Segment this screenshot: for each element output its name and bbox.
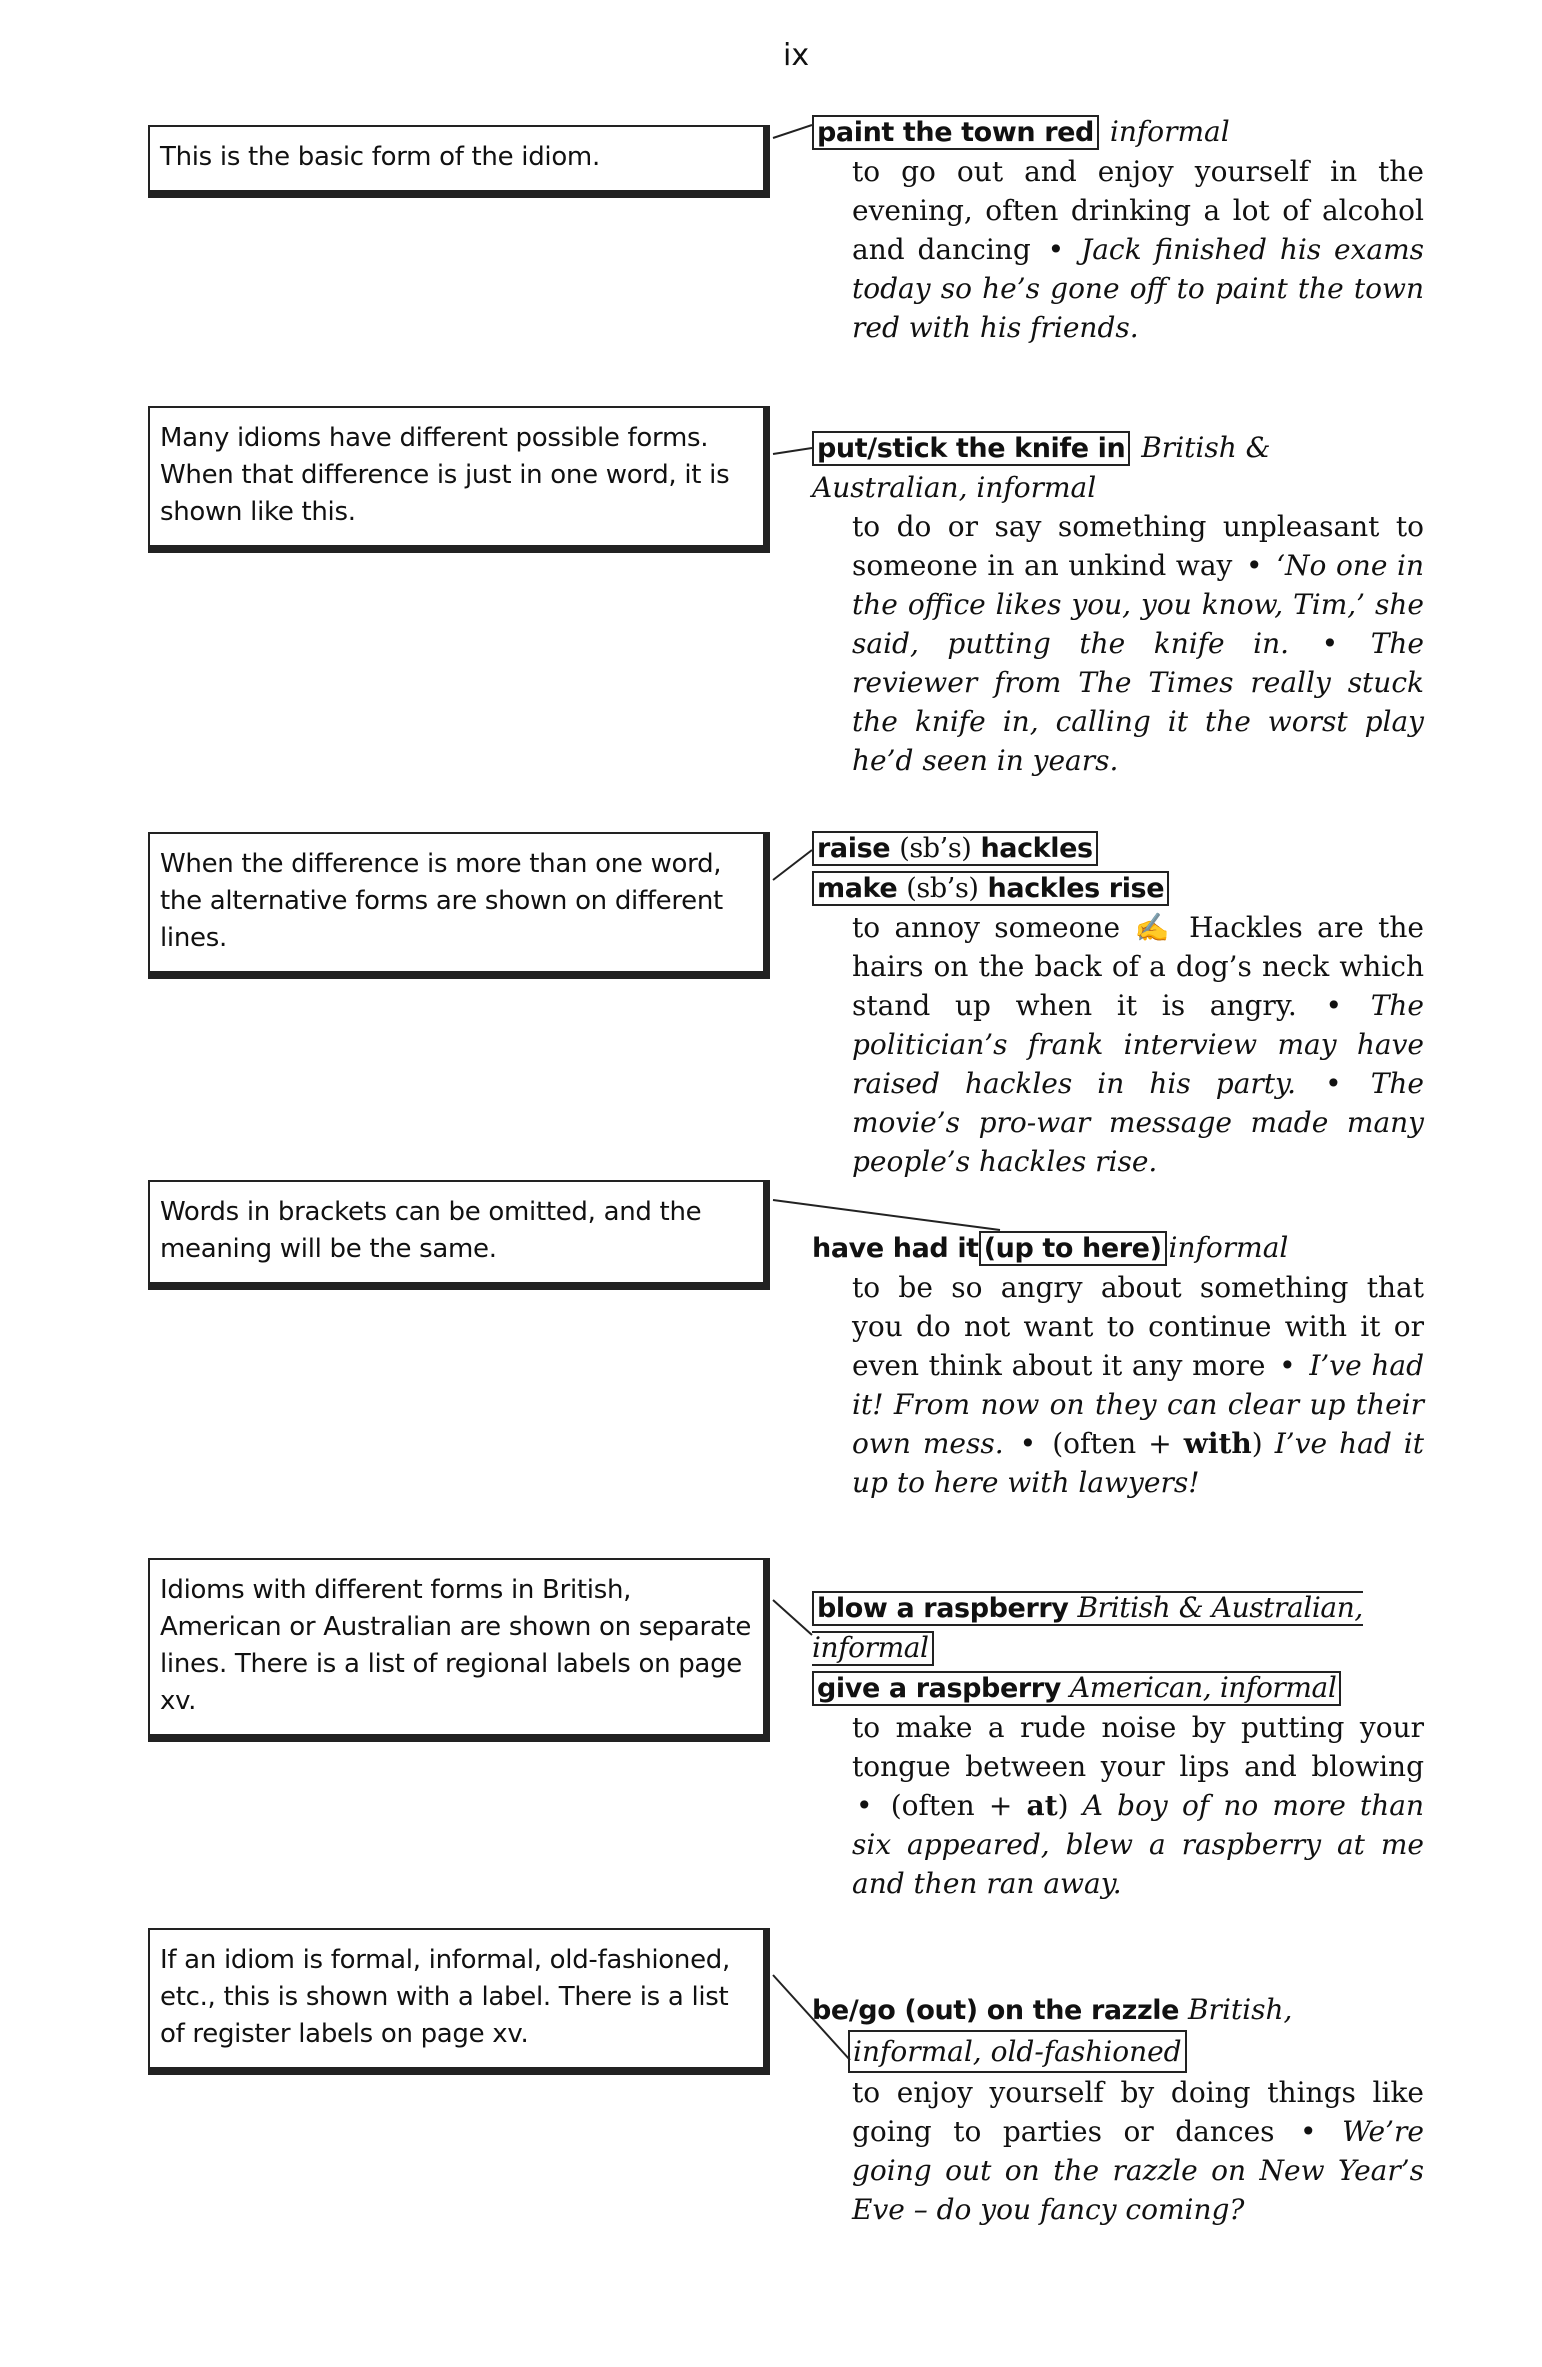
entry-paint-the-town-red — [812, 112, 1424, 347]
entry-blow-a-raspberry — [812, 1588, 1424, 1903]
bullet: • — [1047, 233, 1065, 266]
example: The politician’s frank interview may have raised hackles in his party. — [852, 989, 1424, 1100]
example: ‘No one in the office likes you, you know, Tim,’ she said, putting the knife in. — [852, 549, 1424, 660]
definition: to enjoy yourself by doing things like going to parties or dances — [852, 2076, 1424, 2148]
definition: to do or say something unpleasant to someone in an unkind way — [852, 510, 1424, 582]
example: I’ve had it! From now on they can clear up their own mess. — [852, 1349, 1424, 1460]
register-label: informal, old-fashioned — [848, 2030, 1187, 2073]
bullet: • — [1325, 1067, 1342, 1100]
definition-block — [812, 2030, 1424, 2229]
definition: to annoy someone — [852, 911, 1121, 944]
bullet: • — [1321, 627, 1339, 660]
headword: blow a raspberry British & Australian, informal — [812, 1591, 1363, 1664]
definition-block — [812, 152, 1424, 347]
entry-headline-alt — [812, 868, 1424, 908]
region-label: British & Australian, informal — [812, 431, 1271, 504]
definition: to be so angry about something that you do not want to continue with it or even think about it any more — [852, 1271, 1424, 1382]
note-text: Many idioms have different possible forms. When that difference is just in one word, it is shown like this. — [160, 423, 730, 527]
definition-block — [812, 507, 1424, 780]
region-label: British, — [1187, 1993, 1293, 2026]
definition-block — [812, 908, 1424, 1181]
bullet: • — [856, 1789, 873, 1822]
entry-on-the-razzle — [812, 1990, 1424, 2229]
example: The reviewer from The Times really stuck the knife in, calling it the worst play he’d seen in years. — [852, 627, 1424, 777]
definition: to make a rude noise by putting your tongue between your lips and blowing — [852, 1711, 1424, 1783]
note-text: Idioms with different forms in British, American or Australian are shown on separate lines. There is a list of regional labels on page xv. — [160, 1575, 752, 1716]
headword: have had it — [812, 1233, 979, 1264]
entry-headline — [812, 1990, 1424, 2030]
entry-headline-alt — [812, 1668, 1424, 1708]
connector-line-2 — [773, 448, 812, 454]
bullet: • — [1019, 1427, 1037, 1460]
headword: raise (sb’s) hackles — [812, 831, 1098, 866]
note-text: Words in brackets can be omitted, and the meaning will be the same. — [160, 1197, 702, 1264]
connector-line-1 — [773, 125, 812, 138]
note-multiword-variants — [148, 832, 770, 979]
headword: put/stick the knife in — [812, 431, 1130, 466]
register-label: informal — [1168, 1231, 1289, 1264]
note-text: When the difference is more than one word, the alternative forms are shown on different lines. — [160, 849, 723, 953]
note-brackets — [148, 1180, 770, 1290]
entry-headline — [812, 828, 1424, 868]
entry-headline — [812, 428, 1424, 507]
page-number: ix — [783, 38, 810, 73]
definition-block — [812, 1708, 1424, 1903]
headword: paint the town red — [812, 115, 1099, 150]
grammar-note: (often + with) — [1052, 1427, 1263, 1460]
bullet: • — [1300, 2115, 1317, 2148]
writing-hand-icon: ✍ — [1134, 911, 1175, 944]
entry-put-stick-the-knife-in — [812, 428, 1424, 780]
definition: to go out and enjoy yourself in the evening, often drinking a lot of alcohol and dancing — [852, 155, 1424, 266]
example: I’ve had it up to here with lawyers! — [852, 1427, 1424, 1499]
grammar-note: (often + at) — [890, 1789, 1069, 1822]
definition-block — [812, 1268, 1424, 1502]
note-basic-form — [148, 125, 770, 198]
entry-raise-hackles — [812, 828, 1424, 1181]
bullet: • — [1279, 1349, 1296, 1382]
connector-line-4 — [773, 1200, 1000, 1230]
usage-note: Hackles are the hairs on the back of a dog’s neck which stand up when it is angry. — [852, 911, 1424, 1022]
connector-line-3 — [773, 850, 812, 880]
note-text: If an idiom is formal, informal, old-fashioned, etc., this is shown with a label. There is a list of register labels on page xv. — [160, 1945, 730, 2049]
note-register-labels — [148, 1928, 770, 2075]
example: The movie’s pro-war message made many people’s hackles rise. — [852, 1067, 1424, 1178]
optional-part: (up to here) — [979, 1231, 1167, 1266]
headword-alt: make (sb’s) hackles rise — [812, 871, 1169, 906]
connector-line-5 — [773, 1600, 812, 1635]
register-label: informal — [1109, 115, 1230, 148]
note-text: This is the basic form of the idiom. — [160, 142, 600, 172]
example: We’re going out on the razzle on New Year’s Eve – do you fancy coming? — [852, 2115, 1424, 2226]
headword: be/go (out) on the razzle — [812, 1995, 1180, 2026]
note-word-variants — [148, 406, 770, 553]
entry-have-had-it — [812, 1228, 1424, 1502]
entry-headline — [812, 1228, 1424, 1268]
example: Jack finished his exams today so he’s gone off to paint the town red with his friends. — [852, 233, 1424, 344]
bullet: • — [1325, 989, 1343, 1022]
entry-headline — [812, 112, 1424, 152]
note-regional-forms — [148, 1558, 770, 1742]
entry-headline — [812, 1588, 1424, 1668]
bullet: • — [1245, 549, 1263, 582]
example: A boy of no more than six appeared, blew a raspberry at me and then ran away. — [852, 1789, 1424, 1900]
headword-alt: give a raspberry American, informal — [812, 1671, 1341, 1706]
